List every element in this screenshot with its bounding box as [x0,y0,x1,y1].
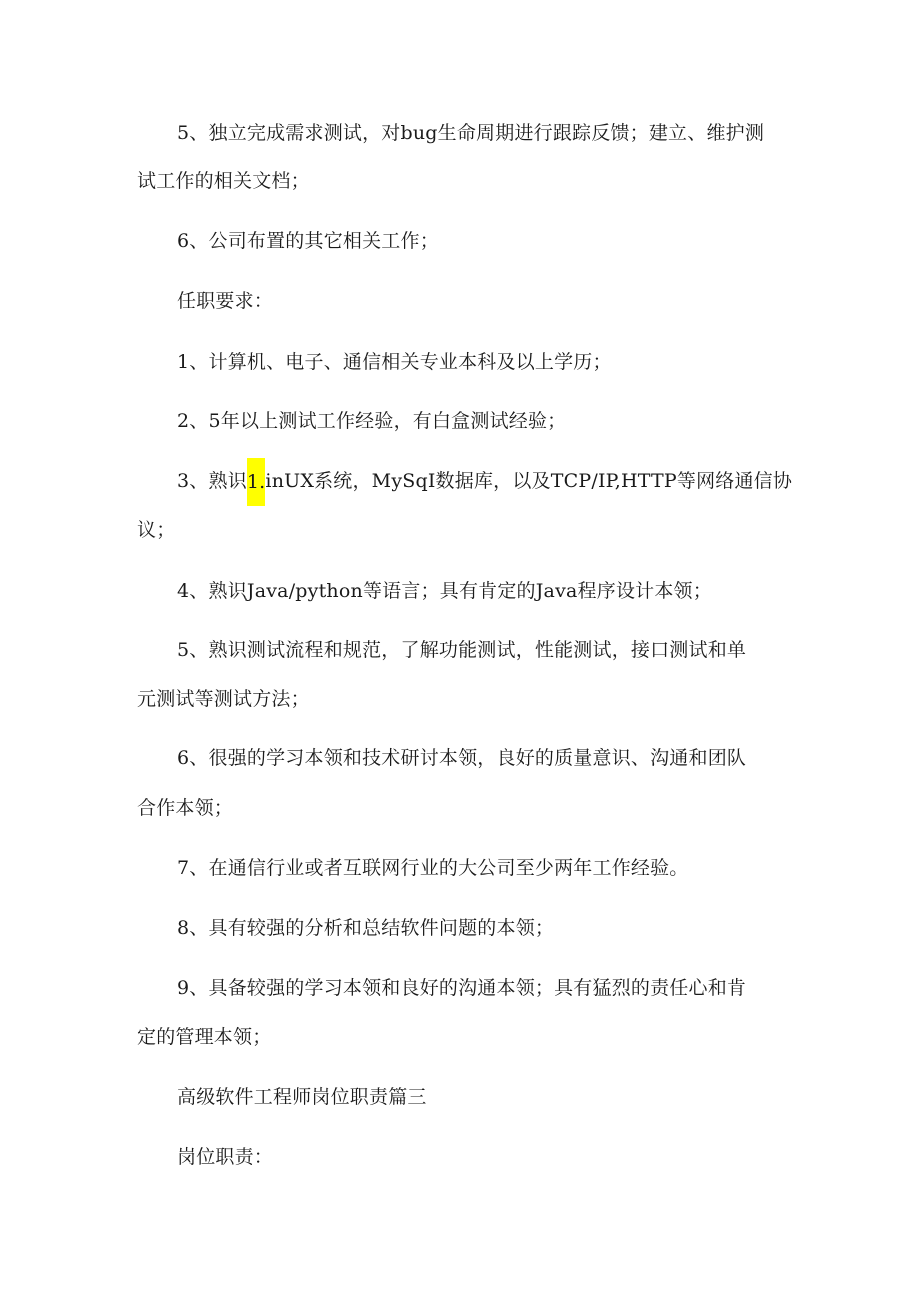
paragraph-line: 定的管理本领； [137,1026,272,1048]
paragraph-line: 试工作的相关文档； [137,170,310,192]
paragraph-line: 5、熟识测试流程和规范，了解功能测试，性能测试，接口测试和单 [177,639,747,661]
paragraph-line: 5、独立完成需求测试，对bug生命周期进行跟踪反馈；建立、维护测 [177,122,765,144]
paragraph-line: 6、公司布置的其它相关工作； [177,230,439,252]
section-heading: 高级软件工程师岗位职责篇三 [177,1086,427,1108]
paragraph-line: 议； [137,519,176,541]
section-heading: 任职要求： [177,290,274,312]
paragraph-line: 7、在通信行业或者互联网行业的大公司至少两年工作经验。 [177,857,689,879]
paragraph-line: 1、计算机、电子、通信相关专业本科及以上学历； [177,351,612,373]
text-span: inUX系统，MySqI数据库，以及TCP/IP,HTTP等网络通信协 [265,470,793,492]
paragraph-line: 2、5年以上测试工作经验，有白盒测试经验； [177,410,567,432]
paragraph-line: 4、熟识Java/python等语言；具有肯定的Java程序设计本领； [177,580,712,602]
text-span: 3、熟识 [177,470,247,492]
paragraph-line: 合作本领； [137,797,234,819]
paragraph-line: 9、具备较强的学习本领和良好的沟通本领；具有猛烈的责任心和肯 [177,977,747,999]
section-heading: 岗位职责： [177,1146,274,1168]
highlighted-text: 1. [247,458,266,506]
paragraph-line: 6、很强的学习本领和技术研讨本领，良好的质量意识、沟通和团队 [177,747,747,769]
paragraph-line: 元测试等测试方法； [137,688,310,710]
paragraph-line [177,469,792,494]
paragraph-line: 8、具有较强的分析和总结软件问题的本领； [177,917,555,939]
